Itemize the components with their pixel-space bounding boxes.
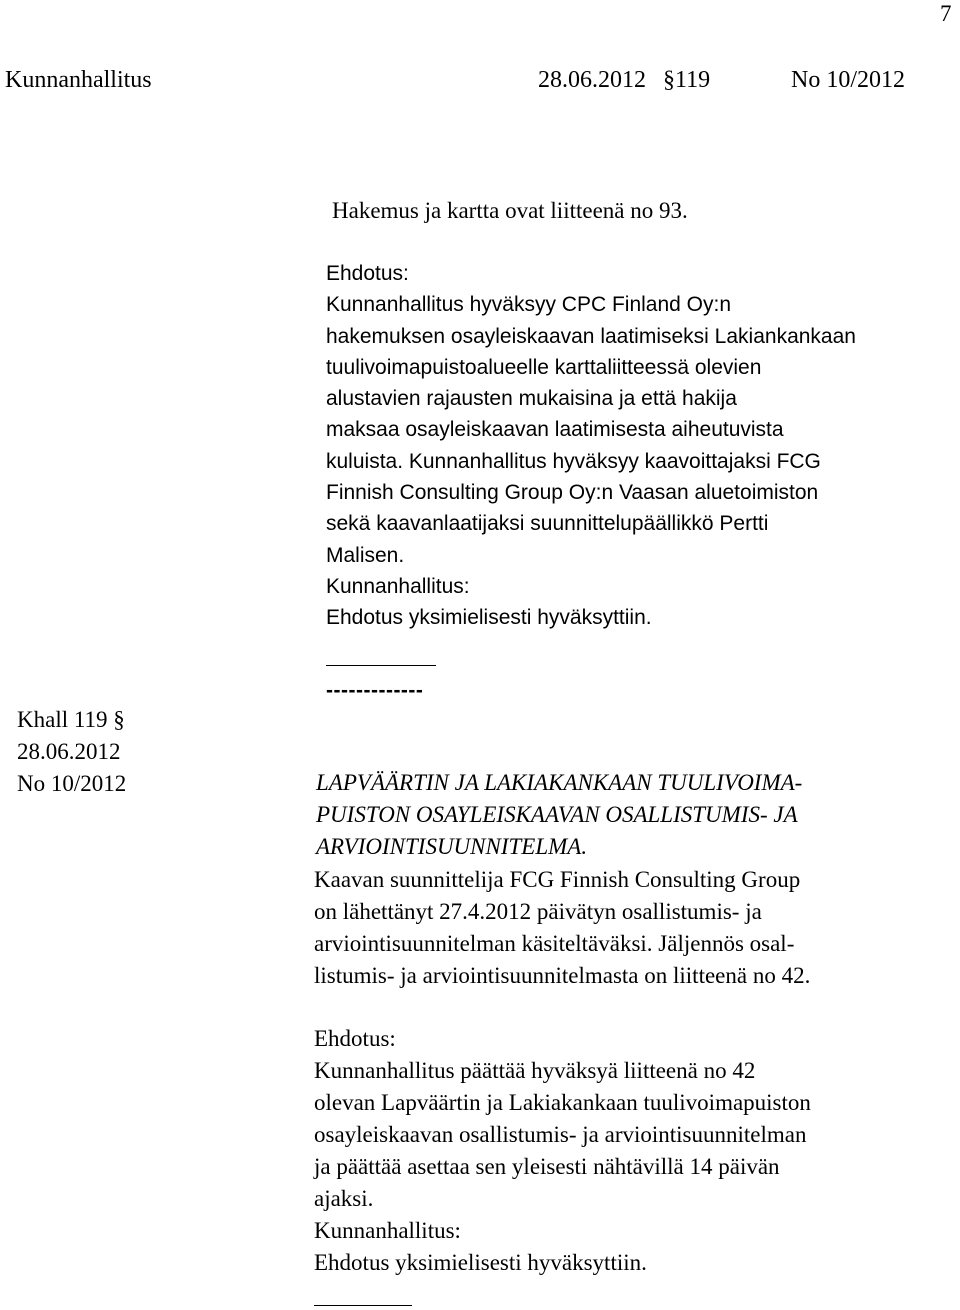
proposal-line: Kunnanhallitus hyväksyy CPC Finland Oy:n: [326, 293, 732, 317]
proposal-line: kuluista. Kunnanhallitus hyväksyy kaavoittajaksi FCG: [326, 449, 821, 473]
item-title-line: LAPVÄÄRTIN JA LAKIAKANKAAN TUULIVOIMA-: [316, 770, 803, 795]
item-body-line: arviointisuunnitelman käsiteltäväksi. Jäljennös osal-: [314, 931, 795, 956]
separator-line: [326, 665, 436, 666]
proposal-line: osayleiskaavan osallistumis- ja arviointisuunnitelman: [314, 1122, 807, 1147]
decision-label: Kunnanhallitus:: [326, 574, 470, 598]
page-number: 7: [940, 1, 952, 26]
margin-note-protocol: No 10/2012: [17, 771, 127, 796]
proposal-line: ajaksi.: [314, 1186, 374, 1211]
separator-line-bottom: [314, 1305, 412, 1306]
header-protocol: No 10/2012: [791, 67, 905, 93]
decision-text: Ehdotus yksimielisesti hyväksyttiin.: [326, 606, 652, 630]
header-section: §119: [663, 67, 711, 93]
proposal-line: Finnish Consulting Group Oy:n Vaasan aluetoimiston: [326, 481, 819, 505]
item-title: [316, 767, 802, 863]
separator-dashes: -------------: [326, 679, 424, 702]
proposal-line: ja päättää asettaa sen yleisesti nähtävillä 14 päivän: [314, 1154, 780, 1179]
proposal-line: Kunnanhallitus päättää hyväksyä liitteenä no 42: [314, 1058, 756, 1083]
item-body-line: on lähettänyt 27.4.2012 päivätyn osallistumis- ja: [314, 899, 762, 924]
decision-text: Ehdotus yksimielisesti hyväksyttiin.: [314, 1250, 647, 1275]
proposal-line: maksaa osayleiskaavan laatimisesta aiheutuvista: [326, 418, 784, 442]
item-body-line: listumis- ja arviointisuunnitelmasta on liitteenä no 42.: [314, 963, 811, 988]
decision-label: Kunnanhallitus:: [314, 1218, 461, 1243]
margin-note-section: Khall 119 §: [17, 707, 125, 732]
item-title-line: PUISTON OSAYLEISKAAVAN OSALLISTUMIS- JA: [316, 802, 798, 827]
header-body-name: Kunnanhallitus: [5, 67, 152, 93]
proposal-line: olevan Lapväärtin ja Lakiakankaan tuulivoimapuiston: [314, 1090, 811, 1115]
item-title-line: ARVIOINTISUUNNITELMA.: [316, 834, 588, 859]
proposal-label: Ehdotus:: [314, 1026, 396, 1051]
proposal-line: sekä kaavanlaatijaksi suunnittelupäällikkö Pertti: [326, 512, 769, 536]
margin-note-date: 28.06.2012: [17, 739, 121, 764]
proposal-line: alustavien rajausten mukaisina ja että hakija: [326, 387, 737, 411]
item-body: [314, 864, 810, 992]
proposal-line: tuulivoimapuistoalueelle karttaliitteessä olevien: [326, 355, 762, 379]
proposal-block-1: [326, 258, 856, 634]
attachment-note: Hakemus ja kartta ovat liitteenä no 93.: [332, 198, 688, 223]
margin-note: [17, 704, 126, 800]
header-date: 28.06.2012: [538, 67, 646, 93]
item-body-line: Kaavan suunnittelija FCG Finnish Consulting Group: [314, 867, 801, 892]
proposal-label: Ehdotus:: [326, 262, 409, 285]
proposal-line: hakemuksen osayleiskaavan laatimiseksi Lakiankankaan: [326, 324, 856, 348]
proposal-block-2: [314, 1023, 811, 1279]
proposal-line: Malisen.: [326, 543, 405, 567]
